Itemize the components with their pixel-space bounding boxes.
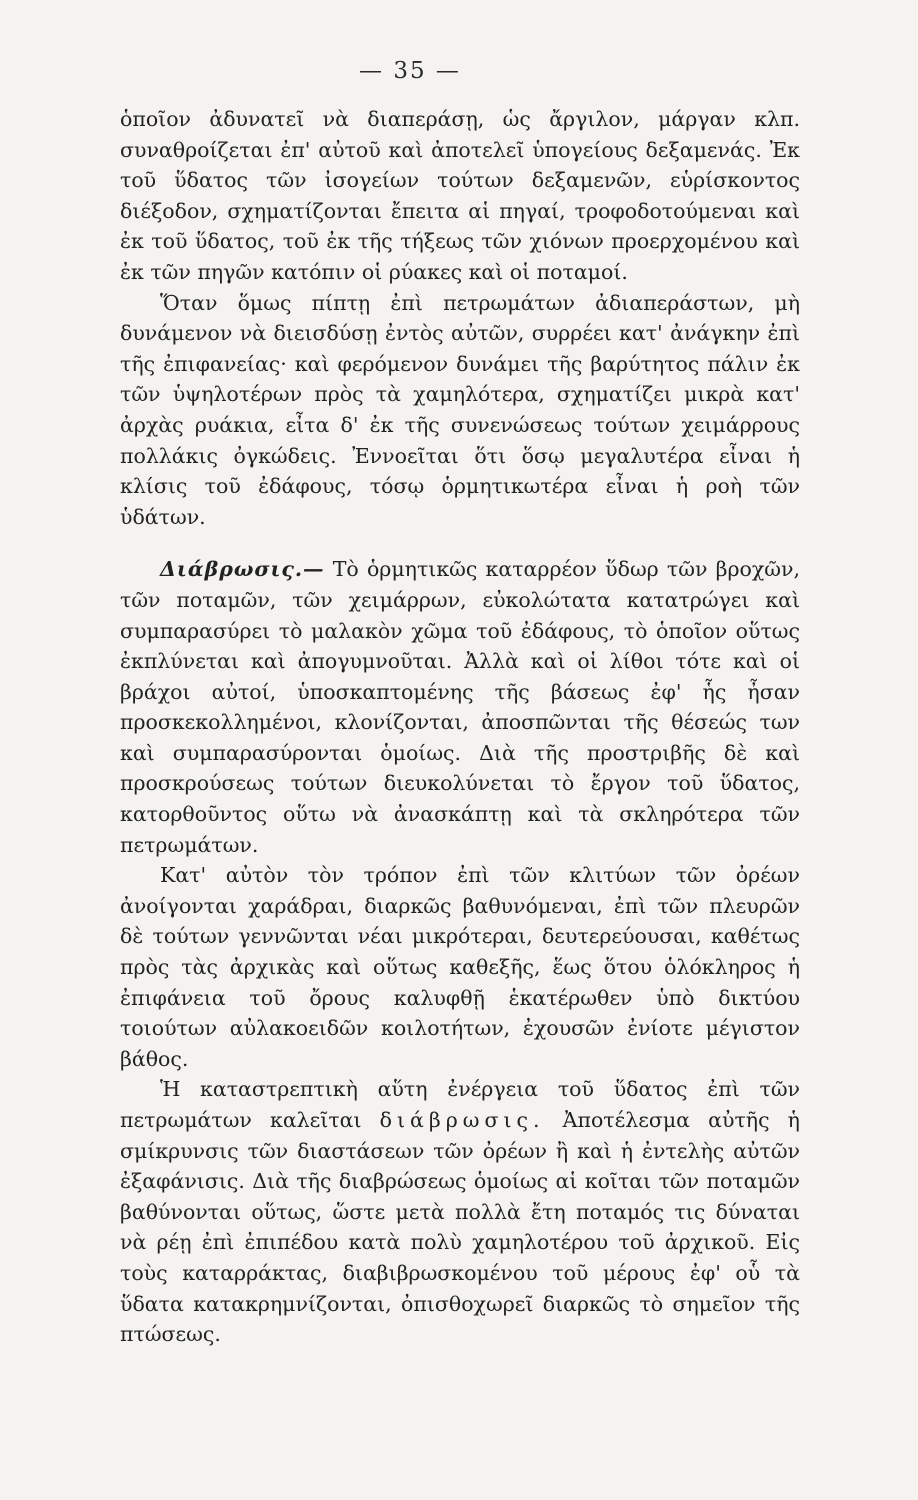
page-number: — 35 — [359, 58, 461, 84]
body-text [120, 104, 800, 1350]
definition-text-after: Ἀποτέλεσμα αὐτῆς ἡ σμίκρυνσις τῶν διαστάσεων τῶν ὀρέων ἢ καὶ ἡ ἐντελὴς αὐτῶν ἐξαφάνισις. Διὰ τῆς διαβρώσεως ὁμοίως αἱ κοῖται τῶν ποταμῶν βαθύνονται οὕτως, ὥστε μετὰ πολλὰ ἔτη ποταμός τις δύναται νὰ ρέῃ ἐπὶ ἐπιπέδου κατὰ πολὺ χαμηλοτέρου τοῦ ἀρχικοῦ. Εἰς τοὺς καταρράκτας, διαβιβρωσκομένου τοῦ μέρους ἐφ' οὗ τὰ ὕδατα κατακρημνίζονται, ὀπισθοχωρεῖ διαρκῶς τὸ σημεῖον τῆς πτώσεως. [120, 1108, 800, 1347]
spaced-term-erosion: διάβρωσις. [379, 1108, 545, 1132]
definition-text-before: Ἡ καταστρεπτικὴ αὕτη ἐνέργεια τοῦ ὕδατος ἐπὶ τῶν πετρωμάτων καλεῖται [120, 1077, 800, 1132]
paragraph-ravines: Κατ' αὐτὸν τὸν τρόπον ἐπὶ τῶν κλιτύων τῶν ὀρέων ἀνοίγονται χαράδραι, διαρκῶς βαθυνόμεναι, ἐπὶ τῶν πλευρῶν δὲ τούτων γεννῶνται νέαι μικρότεραι, δευτερεύουσαι, καθέτως πρὸς τὰς ἀρχικὰς καὶ οὕτως καθεξῆς, ἕως ὅτου ὁλόκληρος ἡ ἐπιφάνεια τοῦ ὄρους καλυφθῇ ἑκατέρωθεν ὑπὸ δικτύου τοιούτων αὐλακοειδῶν κοιλοτήτων, ἐχουσῶν ἐνίοτε μέγιστον βάθος. [120, 863, 800, 1071]
erosion-intro-text: Τὸ ὁρμητικῶς καταρρέον ὕδωρ τῶν βροχῶν, τῶν ποταμῶν, τῶν χειμάρρων, εὐκολώτατα κατατρώγει καὶ συμπαρασύρει τὸ μαλακὸν χῶμα τοῦ ἐδάφους, τὸ ὁποῖον οὕτως ἐκπλύνεται καὶ ἀπογυμνοῦται. Ἀλλὰ καὶ οἱ λίθοι τότε καὶ οἱ βράχοι αὐτοί, ὑποσκαπτομένης τῆς βάσεως ἐφ' ἧς ἦσαν προσκεκολλημένοι, κλονίζονται, ἀποσπῶνται τῆς θέσεώς των καὶ συμπαρασύρονται ὁμοίως. Διὰ τῆς προστριβῆς δὲ καὶ προσκρούσεως τούτων διευκολύνεται τὸ ἔργον τοῦ ὕδατος, κατορθοῦντος οὕτω νὰ ἀνασκάπτῃ καὶ τὰ σκληρότερα τῶν πετρωμάτων. [120, 557, 800, 857]
paragraph-erosion-intro [120, 554, 800, 860]
section-heading-erosion: Διάβρωσις.— [160, 557, 325, 582]
paragraph-groundwater: ὁποῖον ἀδυνατεῖ νὰ διαπεράσῃ, ὡς ἄργιλον, μάργαν κλπ. συναθροίζεται ἐπ' αὐτοῦ καὶ ἀποτελεῖ ὑπογείους δεξαμενάς. Ἐκ τοῦ ὕδατος τῶν ἰσογείων τούτων δεξαμενῶν, εὑρίσκοντος διέξοδον, σχηματίζονται ἔπειτα αἱ πηγαί, τροφοδοτούμεναι καὶ ἐκ τοῦ ὕδατος, τοῦ ἐκ τῆς τήξεως τῶν χιόνων προερχομένου καὶ ἐκ τῶν πηγῶν κατόπιν οἱ ρύακες καὶ οἱ ποταμοί. [120, 107, 800, 284]
paragraph-erosion-definition [120, 1074, 800, 1349]
paragraph-surface-runoff: Ὅταν ὅμως πίπτῃ ἐπὶ πετρωμάτων ἀδιαπεράστων, μὴ δυνάμενον νὰ διεισδύσῃ ἐντὸς αὐτῶν, συρρέει κατ' ἀνάγκην ἐπὶ τῆς ἐπιφανείας· καὶ φερόμενον δυνάμει τῆς βαρύτητος πάλιν ἐκ τῶν ὑψηλοτέρων πρὸς τὰ χαμηλότερα, σχηματίζει μικρὰ κατ' ἀρχὰς ρυάκια, εἶτα δ' ἐκ τῆς συνενώσεως τούτων χειμάρρους πολλάκις ὀγκώδεις. Ἐννοεῖται ὅτι ὅσῳ μεγαλυτέρα εἶναι ἡ κλίσις τοῦ ἐδάφους, τόσῳ ὁρμητικωτέρα εἶναι ἡ ροὴ τῶν ὑδάτων. [120, 290, 800, 529]
